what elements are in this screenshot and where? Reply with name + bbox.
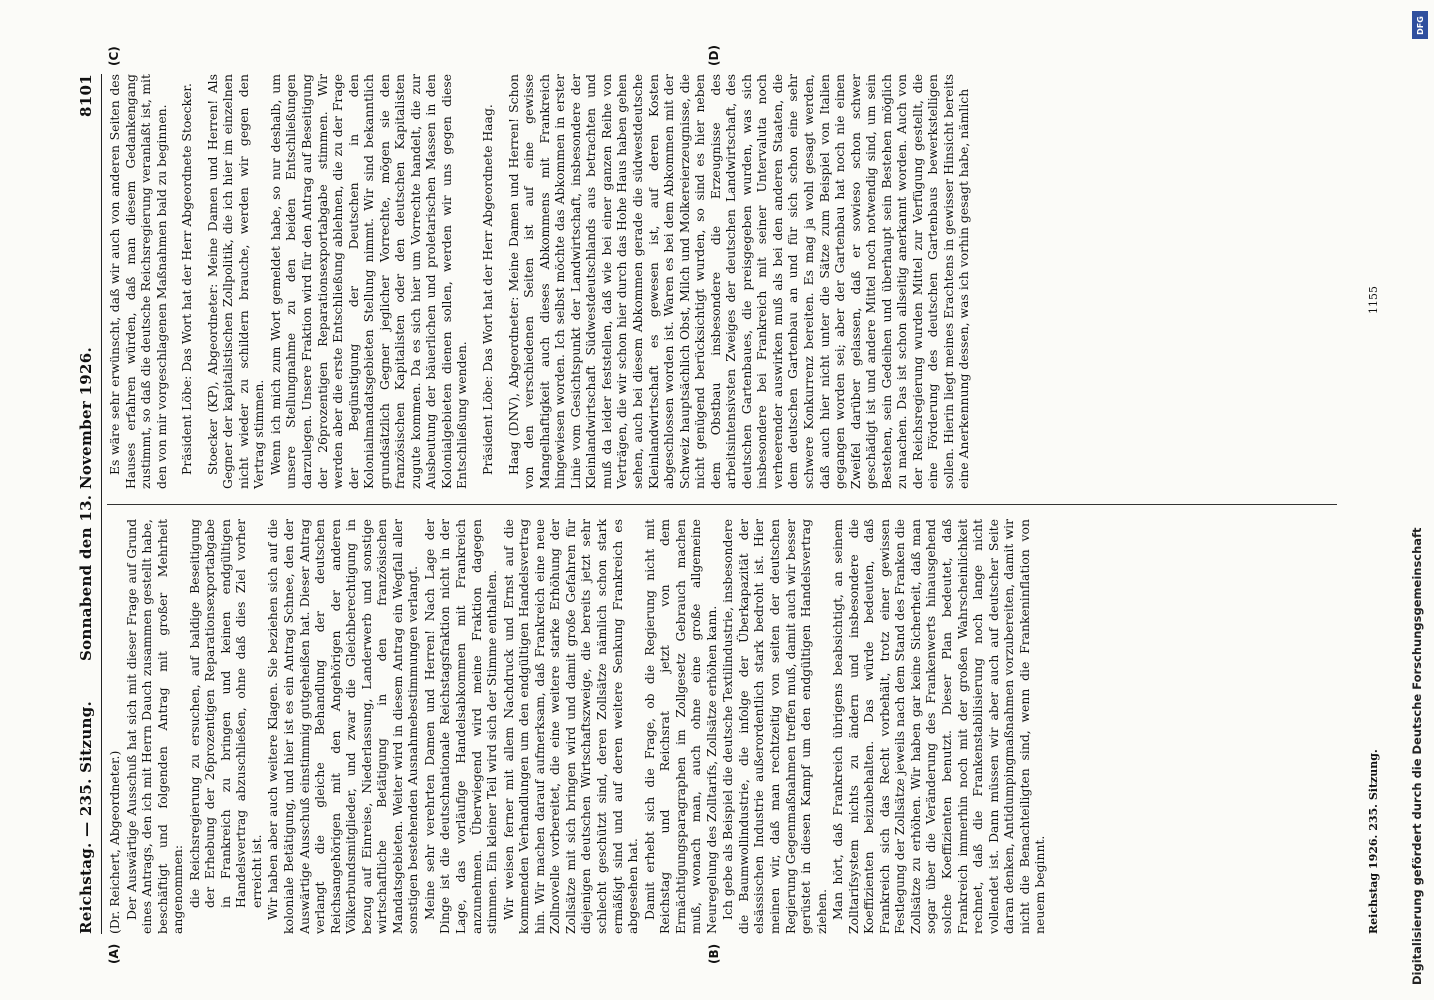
paragraph: Wenn ich mich zum Wort gemeldet habe, so nur deshalb, um unsere Stellungnahme zu den beiden Entschließungen darzulegen. Unsere Fraktion wird für den Antrag auf Beseitigung der 26prozentigen Reparationsexportabgabe stimmen. Wir werden aber die erste Entschließung ablehnen, die zu der Frage der Begünstigung der Deutschen in den Kolonialmandatsgebieten Stellung nimmt. Wir sind bekanntlich grundsätzlich Gegner jeglicher Vorrechte, mögen sie den französischen Kapitalisten oder den deutschen Kapitalisten zugute kommen. Da es sich hier um Vorrechte handelt, die zur Ausbeutung der bäuerlichen und proletarischen Massen in den Kolonialgebieten dienen sollen, werden wir uns gegen diese Entschließung wenden. (267, 74, 470, 489)
paragraph: Ich gebe als Beispiel die deutsche Textilindustrie, insbesondere die Baumwollindustrie, die infolge der Überkapazität der elsässischen Industrie außerordentlich stark bedroht ist. Hier meinen wir, daß man rechtzeitig von seiten der deutschen Regierung Gegenmaßnahmen treffen muß, damit auch wir besser gerüstet in diesen Kampf um den endgültigen Handelsvertrag ziehen. (720, 519, 829, 934)
dfg-logo-icon: DFG (1412, 11, 1428, 39)
footer-page-signature: 1155 (1367, 286, 1380, 314)
paragraph: Es wäre sehr erwünscht, daß wir auch von anderen Seiten des Hauses erfahren würden, daß man diesem Gedankengang zustimmt, so daß die deutsche Reichsregierung veranlaßt ist, mit den von mir vorgeschlagenen Maßnahmen bald zu beginnen. (107, 74, 169, 489)
digitization-notice (1408, 5, 1432, 995)
running-head (77, 74, 99, 934)
speaker-line: (Dr. Reichert, Abgeordneter.) (107, 750, 122, 934)
margin-letter-a: (A) (107, 943, 121, 964)
paragraph: Der Auswärtige Ausschuß hat sich mit dieser Frage auf Grund eines Antrags, den ich mit Herrn Dauch zusammen gestellt habe, beschäftigt und folgenden Antrag mit großer Mehrheit angenommen: (123, 519, 186, 934)
paragraph: Meine sehr verehrten Damen und Herren! Nach Lage der Dinge ist die deutschnationale Reichstagsfraktion nicht in der Lage, das vorläufige Handelsabkommen mit Frankreich anzunehmen. Überwiegend wird meine Fraktion dagegen stimmen. Ein kleiner Teil wird sich der Stimme enthalten. (421, 519, 500, 934)
paragraph: Man hört, daß Frankreich übrigens beabsichtigt, an seinem Zolltarifsystem nichts zu ändern und insbesondere die Koeffizienten beizubehalten. Das würde bedeuten, daß Frankreich sich das Recht vorbehält, trotz einer gewissen Festlegung der Zollsätze jeweils nach dem Stand des Franken die Zollsätze zu erhöhen. Wir haben gar keine Sicherheit, daß man sogar über die Veränderung des Frankenwerts hinausgehend solche Koeffizienten benutzt. Dieser Plan bedeutet, daß Frankreich immerhin noch mit der großen Wahrscheinlichkeit rechnet, daß die Frankenstabilisierung noch lange nicht vollendet ist. Dann müssen wir aber auch auf deutscher Seite daran denken, Antidumpingmaßnahmen vorzubereiten, damit wir nicht die Benachteiligten sind, wenn die Frankeninflation von neuem beginnt. (830, 519, 1048, 934)
digitization-notice-text: Digitalisierung gefördert durch die Deutsche Forschungsgemeinschaft (1410, 527, 1424, 985)
running-head-left: Reichstag. — 235. Sitzung. (77, 700, 95, 934)
margin-letter-c: (C) (107, 46, 121, 66)
header-rule (101, 74, 102, 934)
column-divider (107, 504, 1337, 505)
speech-stoecker: Stoecker (KP), Abgeordneter: Meine Damen und Herren! Als Gegner der kapitalistischen Zollpolitik, die ich hier im einzelnen nicht wieder zu schildern brauche, werden wir gegen den Vertrag stimmen. (204, 74, 267, 489)
running-head-date: Sonnabend den 13. November 1926. (77, 346, 95, 662)
rotated-page-content (77, 45, 1397, 964)
president-remark: Präsident Löbe: Das Wort hat der Herr Abgeordnete Stoecker. (179, 83, 195, 475)
president-remark: Präsident Löbe: Das Wort hat der Herr Abgeordnete Haag. (480, 104, 496, 475)
resolution-quote: die Reichsregierung zu ersuchen, auf baldige Beseitigung der Erhebung der 26prozentigen Reparationsexportabgabe in Frankreich zu bringen und keinen endgültigen Handelsvertrag abzuschließen, ohne daß dies Ziel vorher erreicht ist. (186, 519, 264, 908)
paragraph: Wir haben aber auch weitere Klagen. Sie beziehen sich auf die koloniale Betätigung, und hier ist es ein Antrag Schnee, den der Auswärtige Ausschuß einstimmig gutgeheißen hat. Dieser Antrag verlangt die gleiche Behandlung der deutschen Reichsangehörigen mit den Angehörigen der anderen Völkerbundsmitglieder, und zwar die Gleichberechtigung in bezug auf Einreise, Niederlassung, Landerwerb und sonstige wirtschaftliche Betätigung in den französischen Mandatsgebieten. Weiter wird in diesem Antrag ein Wegfall aller sonstigen bestehenden Ausnahmebestimmungen verlangt. (265, 519, 421, 934)
right-column (107, 74, 973, 489)
footer-left: Reichstag 1926. 235. Sitzung. (1367, 749, 1380, 934)
paragraph: Wir weisen ferner mit allem Nachdruck und Ernst auf die kommenden Verhandlungen um den endgültigen Handelsvertrag hin. Wir machen darauf aufmerksam, daß Frankreich eine neue Zollnovelle vorbereitet, die eine weitere starke Erhöhung der Zollsätze mit sich bringen wird und damit große Gefahren für diejenigen deutschen Wirtschaftszweige, die bereits jetzt sehr schlecht geschützt sind, deren Zollsätze nämlich schon stark ermäßigt sind und auf deren weitere Senkung Frankreich es abgesehen hat. (500, 519, 641, 934)
page-number: 8101 (77, 74, 95, 117)
paragraph: Damit erhebt sich die Frage, ob die Regierung nicht mit Reichstag und Reichsrat jetzt von dem Ermächtigungsparagraphen im Zollgesetz Gebrauch machen muß, wonach man, auch ohne eine große allgemeine Neuregelung des Zolltarifs, Zollsätze erhöhen kann. (641, 519, 719, 934)
speech-haag: Haag (DNV), Abgeordneter: Meine Damen und Herren! Schon von den verschiedenen Seiten ist auf eine gewisse Mangelhaftigkeit auch dieses Abkommens mit Frankreich hingewiesen worden. Ich selbst möchte das Abkommen in erster Linie vom Gesichtspunkt der Landwirtschaft, insbesondere der Kleinlandwirtschaft Südwestdeutschlands aus betrachten und muß da leider feststellen, daß wie bei einer ganzen Reihe von Verträgen, die wir schon hier durch das Hohe Haus haben gehen sehen, auch bei diesem Abkommen gerade die südwestdeutsche Kleinlandwirtschaft es gewesen ist, auf deren Kosten abgeschlossen worden ist. Waren es bei dem Abkommen mit der Schweiz hauptsächlich Obst, Milch und Molkereierzeugnisse, die nicht genügend berücksichtigt wurden, so sind es hier neben dem Obstbau insbesondere die Erzeugnisse des arbeitsintensivsten Zweiges der deutschen Landwirtschaft, des deutschen Gartenbaues, die preisgegeben wurden, was sich insbesondere bei Frankreich mit seiner Untervaluta noch verheerender auswirken muß als bei den anderen Staaten, die dem deutschen Gartenbau an und für sich schon eine sehr schwere Konkurrenz bereiten. Es mag ja wohl gesagt werden, daß auch hier nicht unter die Sätze zum Beispiel von Italien gegangen worden sei; aber der Gartenbau hat noch nie einen Zweifel darüber gelassen, daß er sowieso schon schwer geschädigt ist und andere Mittel noch notwendig sind, um sein Bestehen, sein Gedeihen und überhaupt sein Bestehen möglich zu machen. Das ist schon allseitig anerkannt worden. Auch von der Reichsregierung wurden Mittel zur Verfügung gestellt, die eine Förderung des deutschen Gartenbaus bewerkstelligen sollen. Hierin liegt meines Erachtens in gewisser Hinsicht bereits eine Anerkennung dessen, was ich vorhin gesagt habe, nämlich (505, 74, 972, 489)
margin-letter-d: (D) (707, 45, 721, 66)
margin-letter-b: (B) (707, 943, 721, 964)
left-column (107, 519, 1049, 934)
